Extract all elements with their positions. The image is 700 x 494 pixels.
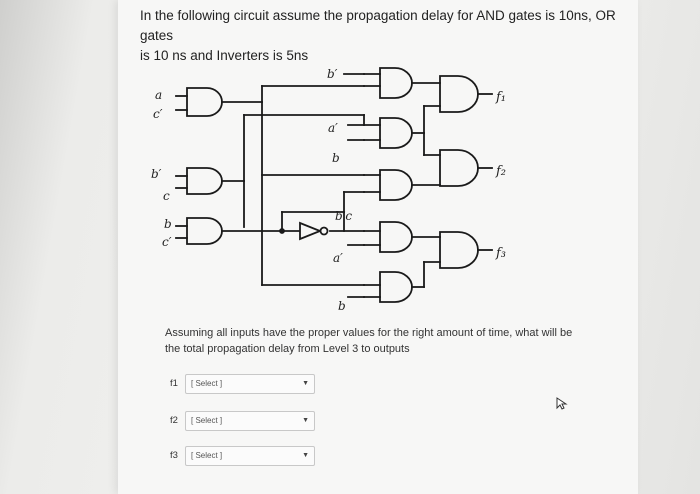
caret-down-icon: ▼	[302, 417, 309, 424]
inverter-label: b′c	[335, 209, 353, 223]
select-f3-value: [ Select ]	[191, 451, 223, 460]
question-text	[140, 6, 620, 66]
logic-circuit-diagram	[140, 58, 560, 318]
select-f3[interactable]	[185, 446, 315, 466]
input-label-b-3: b	[338, 299, 346, 313]
and-gate-6	[364, 170, 412, 200]
mouse-pointer-icon	[556, 397, 568, 411]
and-gate-3	[187, 218, 222, 244]
output-label-f1: f₁	[496, 90, 507, 105]
sub-question-line-1: Assuming all inputs have the proper values for the right amount of time, what will be	[165, 327, 573, 339]
select-f1-value: [ Select ]	[191, 379, 223, 388]
and-gate-4	[364, 68, 412, 98]
input-label-b: b	[164, 217, 172, 231]
caret-down-icon: ▼	[302, 380, 309, 387]
output-label-f2: f₂	[496, 164, 507, 179]
or-gate-f1	[440, 76, 492, 112]
and-gate-5	[364, 115, 412, 148]
question-line-2: is 10 ns and Inverters is 5ns	[140, 48, 309, 63]
answer-label-f2: f2	[170, 415, 178, 426]
select-f1[interactable]	[185, 374, 315, 394]
and-gate-1	[187, 88, 222, 116]
input-label-b-2: b	[332, 151, 340, 165]
and-gate-2	[187, 168, 222, 194]
and-gate-8	[364, 272, 412, 302]
input-label-b-prime-2: b′	[327, 67, 338, 81]
answer-row-f3	[170, 446, 320, 468]
input-label-c-prime-2: c′	[162, 235, 172, 249]
answer-row-f2	[170, 411, 320, 433]
sub-question-text	[165, 325, 605, 357]
caret-down-icon: ▼	[302, 452, 309, 459]
question-line-1: In the following circuit assume the propagation delay for AND gates is 10ns, OR gates	[140, 8, 616, 43]
answer-label-f3: f3	[170, 450, 178, 461]
input-label-c: c	[163, 189, 170, 203]
input-label-a-prime-2: a′	[333, 251, 343, 265]
answer-label-f1: f1	[170, 378, 178, 389]
input-label-a-prime: a′	[328, 121, 338, 135]
input-label-b-prime: b′	[151, 167, 162, 181]
junction-dot	[280, 229, 284, 233]
input-label-a: a	[155, 88, 163, 102]
or-gate-f2	[440, 150, 492, 186]
and-gate-7	[364, 222, 412, 252]
inverter-gate	[300, 223, 328, 239]
input-label-c-prime: c′	[153, 107, 163, 121]
select-f2[interactable]	[185, 411, 315, 431]
answer-row-f1	[170, 374, 320, 396]
sub-question-line-2: the total propagation delay from Level 3 to outputs	[165, 343, 410, 355]
output-label-f3: f₃	[496, 246, 507, 261]
select-f2-value: [ Select ]	[191, 416, 223, 425]
or-gate-f3	[440, 232, 492, 268]
